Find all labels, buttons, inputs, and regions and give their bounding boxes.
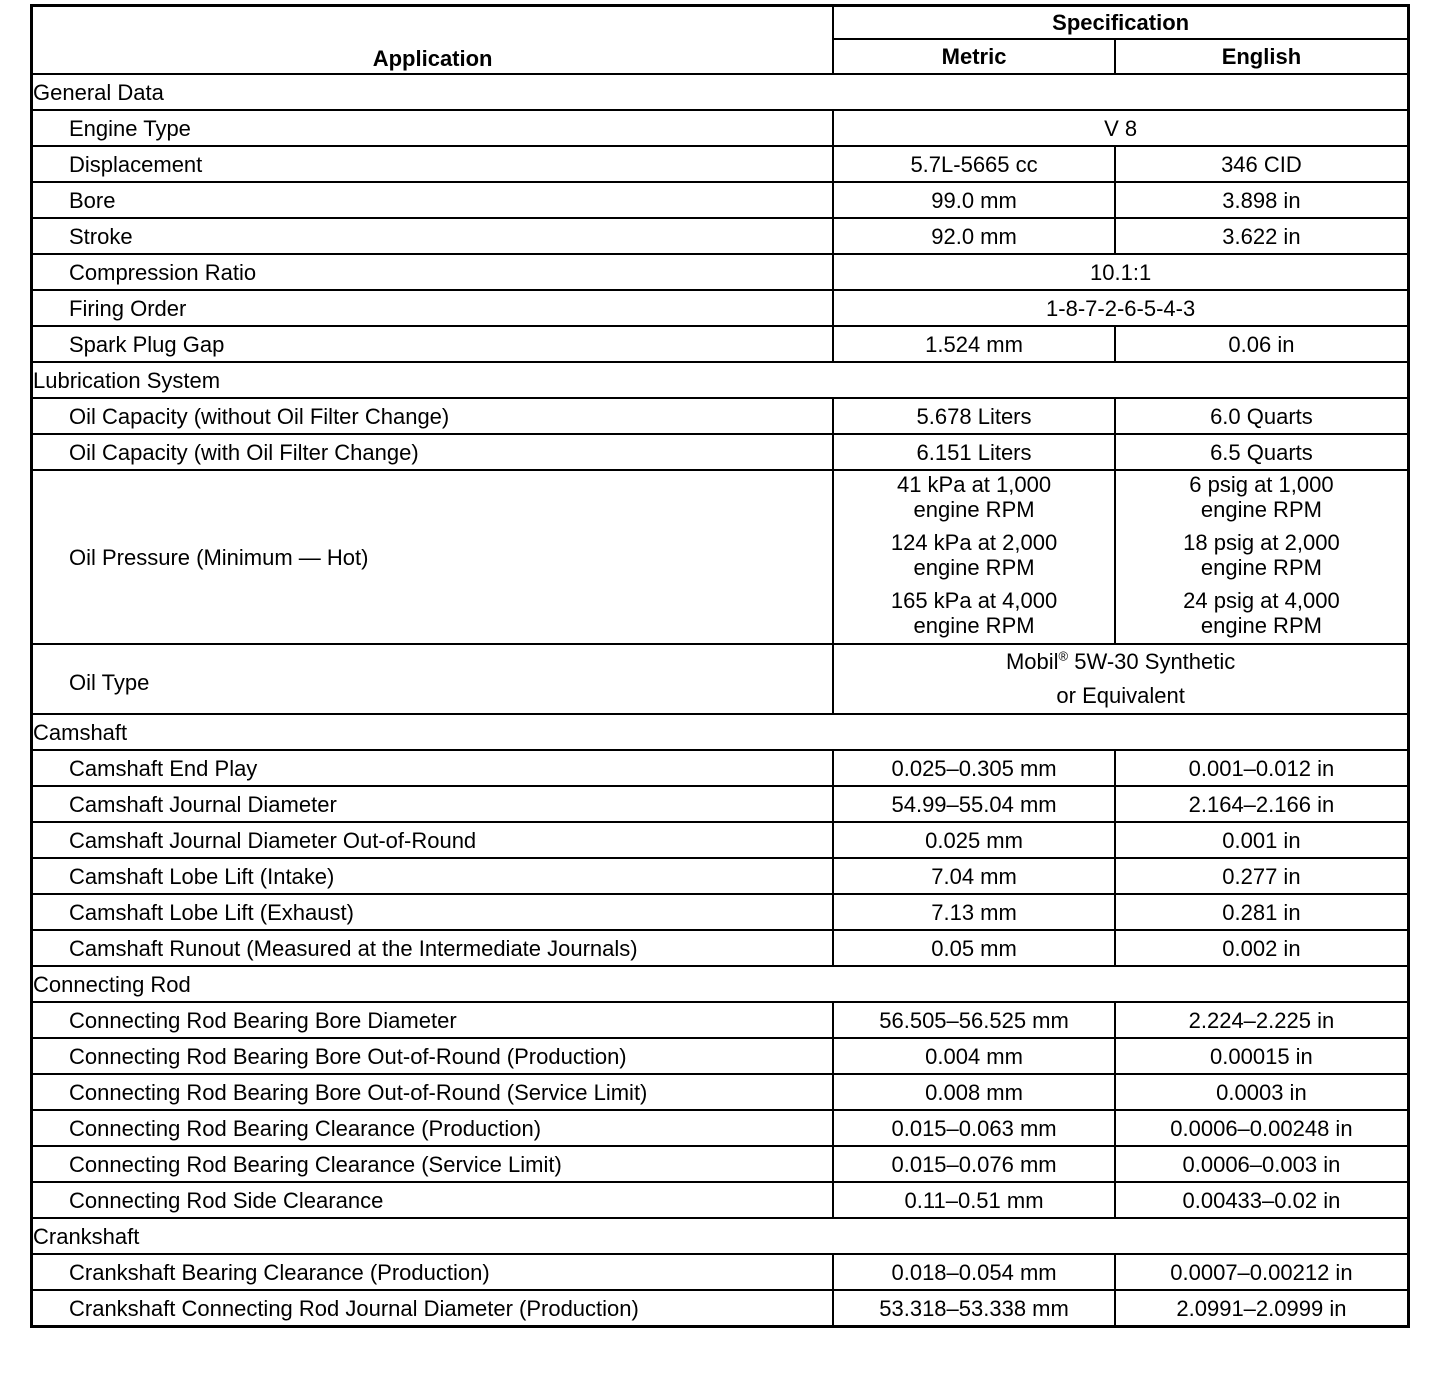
oil-type-line-1 (834, 645, 1407, 679)
application-cell: Connecting Rod Bearing Bore Out-of-Round (Production) (32, 1038, 834, 1074)
metric-cell: 0.025–0.305 mm (833, 750, 1115, 786)
table-row (32, 1182, 1409, 1218)
english-cell (1115, 470, 1409, 644)
metric-cell: 54.99–55.04 mm (833, 786, 1115, 822)
table-row (32, 1110, 1409, 1146)
table-row (32, 822, 1409, 858)
english-cell: 0.002 in (1115, 930, 1409, 966)
english-cell: 3.898 in (1115, 182, 1409, 218)
table-row (32, 786, 1409, 822)
spec-value-cell: 1-8-7-2-6-5-4-3 (833, 290, 1408, 326)
table-row (32, 254, 1409, 290)
application-cell: Oil Capacity (without Oil Filter Change) (32, 398, 834, 434)
english-cell: 3.622 in (1115, 218, 1409, 254)
english-cell: 0.277 in (1115, 858, 1409, 894)
application-cell: Camshaft Lobe Lift (Intake) (32, 858, 834, 894)
pressure-value (834, 530, 1114, 580)
english-cell: 2.164–2.166 in (1115, 786, 1409, 822)
english-cell: 0.0006–0.00248 in (1115, 1110, 1409, 1146)
registered-mark: ® (1058, 648, 1069, 664)
pressure-line: engine RPM (1200, 555, 1322, 580)
header-application: Application (32, 6, 834, 75)
metric-cell: 6.151 Liters (833, 434, 1115, 470)
metric-cell: 0.018–0.054 mm (833, 1254, 1115, 1290)
application-cell: Camshaft Runout (Measured at the Intermediate Journals) (32, 930, 834, 966)
spec-value-cell (833, 644, 1408, 714)
application-cell: Connecting Rod Bearing Clearance (Production) (32, 1110, 834, 1146)
metric-cell: 92.0 mm (833, 218, 1115, 254)
metric-cell: 0.015–0.076 mm (833, 1146, 1115, 1182)
table-row (32, 1254, 1409, 1290)
application-cell: Connecting Rod Side Clearance (32, 1182, 834, 1218)
application-cell: Camshaft Lobe Lift (Exhaust) (32, 894, 834, 930)
table-row-oil-type (32, 644, 1409, 714)
oil-type-line-2: or Equivalent (1056, 683, 1185, 708)
section-title: Camshaft (32, 714, 1409, 750)
english-cell: 0.0007–0.00212 in (1115, 1254, 1409, 1290)
pressure-line: engine RPM (913, 613, 1035, 638)
english-cell: 0.06 in (1115, 326, 1409, 362)
english-cell: 2.0991–2.0999 in (1115, 1290, 1409, 1327)
pressure-line: engine RPM (1200, 497, 1322, 522)
application-cell: Engine Type (32, 110, 834, 146)
application-cell: Oil Capacity (with Oil Filter Change) (32, 434, 834, 470)
pressure-line: 24 psig at 4,000 (1183, 588, 1340, 613)
pressure-line: 18 psig at 2,000 (1183, 530, 1340, 555)
table-row (32, 930, 1409, 966)
table-row (32, 110, 1409, 146)
pressure-value (834, 588, 1114, 638)
application-cell: Oil Pressure (Minimum — Hot) (32, 470, 834, 644)
application-cell: Stroke (32, 218, 834, 254)
pressure-value (1116, 588, 1407, 638)
application-cell: Spark Plug Gap (32, 326, 834, 362)
metric-cell: 0.008 mm (833, 1074, 1115, 1110)
application-cell: Camshaft Journal Diameter (32, 786, 834, 822)
pressure-value (1116, 530, 1407, 580)
metric-cell: 7.13 mm (833, 894, 1115, 930)
metric-cell: 53.318–53.338 mm (833, 1290, 1115, 1327)
metric-cell: 0.004 mm (833, 1038, 1115, 1074)
application-cell: Crankshaft Connecting Rod Journal Diameter (Production) (32, 1290, 834, 1327)
table-row (32, 1002, 1409, 1038)
table-row (32, 1074, 1409, 1110)
spec-value-cell: V 8 (833, 110, 1408, 146)
application-cell: Camshaft Journal Diameter Out-of-Round (32, 822, 834, 858)
pressure-line: 6 psig at 1,000 (1189, 472, 1334, 497)
oil-grade: 5W-30 Synthetic (1068, 649, 1236, 674)
application-cell: Crankshaft Bearing Clearance (Production) (32, 1254, 834, 1290)
pressure-line: 41 kPa at 1,000 (896, 472, 1052, 497)
section-crankshaft (32, 1218, 1409, 1254)
application-cell: Bore (32, 182, 834, 218)
pressure-value (834, 472, 1114, 522)
metric-cell: 56.505–56.525 mm (833, 1002, 1115, 1038)
header-specification: Specification (833, 6, 1408, 40)
section-connecting-rod (32, 966, 1409, 1002)
oil-brand: Mobil (1005, 649, 1059, 674)
table-row (32, 218, 1409, 254)
section-camshaft (32, 714, 1409, 750)
engine-spec-table (30, 4, 1410, 1328)
english-cell: 2.224–2.225 in (1115, 1002, 1409, 1038)
metric-cell: 1.524 mm (833, 326, 1115, 362)
english-cell: 6.0 Quarts (1115, 398, 1409, 434)
table-row (32, 858, 1409, 894)
table-row-oil-pressure (32, 470, 1409, 644)
application-cell: Connecting Rod Bearing Bore Diameter (32, 1002, 834, 1038)
pressure-line: 165 kPa at 4,000 (890, 588, 1058, 613)
pressure-value (1116, 472, 1407, 522)
table-row (32, 182, 1409, 218)
section-title: Lubrication System (32, 362, 1409, 398)
english-cell: 0.001–0.012 in (1115, 750, 1409, 786)
table-row (32, 146, 1409, 182)
application-cell: Camshaft End Play (32, 750, 834, 786)
english-cell: 0.0003 in (1115, 1074, 1409, 1110)
english-cell: 0.001 in (1115, 822, 1409, 858)
table-row (32, 434, 1409, 470)
section-lubrication-system (32, 362, 1409, 398)
section-title: General Data (32, 74, 1409, 110)
pressure-line: engine RPM (913, 497, 1035, 522)
table-row (32, 1146, 1409, 1182)
spec-value-cell: 10.1:1 (833, 254, 1408, 290)
table-row (32, 894, 1409, 930)
application-cell: Firing Order (32, 290, 834, 326)
pressure-line: engine RPM (913, 555, 1035, 580)
application-cell: Connecting Rod Bearing Clearance (Service Limit) (32, 1146, 834, 1182)
metric-cell: 5.7L-5665 cc (833, 146, 1115, 182)
metric-cell: 0.015–0.063 mm (833, 1110, 1115, 1146)
application-cell: Displacement (32, 146, 834, 182)
metric-cell: 0.05 mm (833, 930, 1115, 966)
table-row (32, 750, 1409, 786)
application-cell: Oil Type (32, 644, 834, 714)
section-general-data (32, 74, 1409, 110)
english-cell: 6.5 Quarts (1115, 434, 1409, 470)
english-cell: 0.00015 in (1115, 1038, 1409, 1074)
header-metric: Metric (833, 39, 1115, 74)
table-row (32, 326, 1409, 362)
metric-cell: 0.025 mm (833, 822, 1115, 858)
table-row (32, 1038, 1409, 1074)
metric-cell: 99.0 mm (833, 182, 1115, 218)
table-row (32, 290, 1409, 326)
section-title: Connecting Rod (32, 966, 1409, 1002)
metric-cell: 7.04 mm (833, 858, 1115, 894)
metric-cell (833, 470, 1115, 644)
header-english: English (1115, 39, 1409, 74)
application-cell: Connecting Rod Bearing Bore Out-of-Round (Service Limit) (32, 1074, 834, 1110)
english-cell: 0.281 in (1115, 894, 1409, 930)
english-cell: 0.0006–0.003 in (1115, 1146, 1409, 1182)
english-cell: 346 CID (1115, 146, 1409, 182)
metric-cell: 5.678 Liters (833, 398, 1115, 434)
pressure-line: 124 kPa at 2,000 (890, 530, 1058, 555)
table-row (32, 1290, 1409, 1327)
table-row (32, 398, 1409, 434)
english-cell: 0.00433–0.02 in (1115, 1182, 1409, 1218)
pressure-line: engine RPM (1200, 613, 1322, 638)
metric-cell: 0.11–0.51 mm (833, 1182, 1115, 1218)
application-cell: Compression Ratio (32, 254, 834, 290)
section-title: Crankshaft (32, 1218, 1409, 1254)
